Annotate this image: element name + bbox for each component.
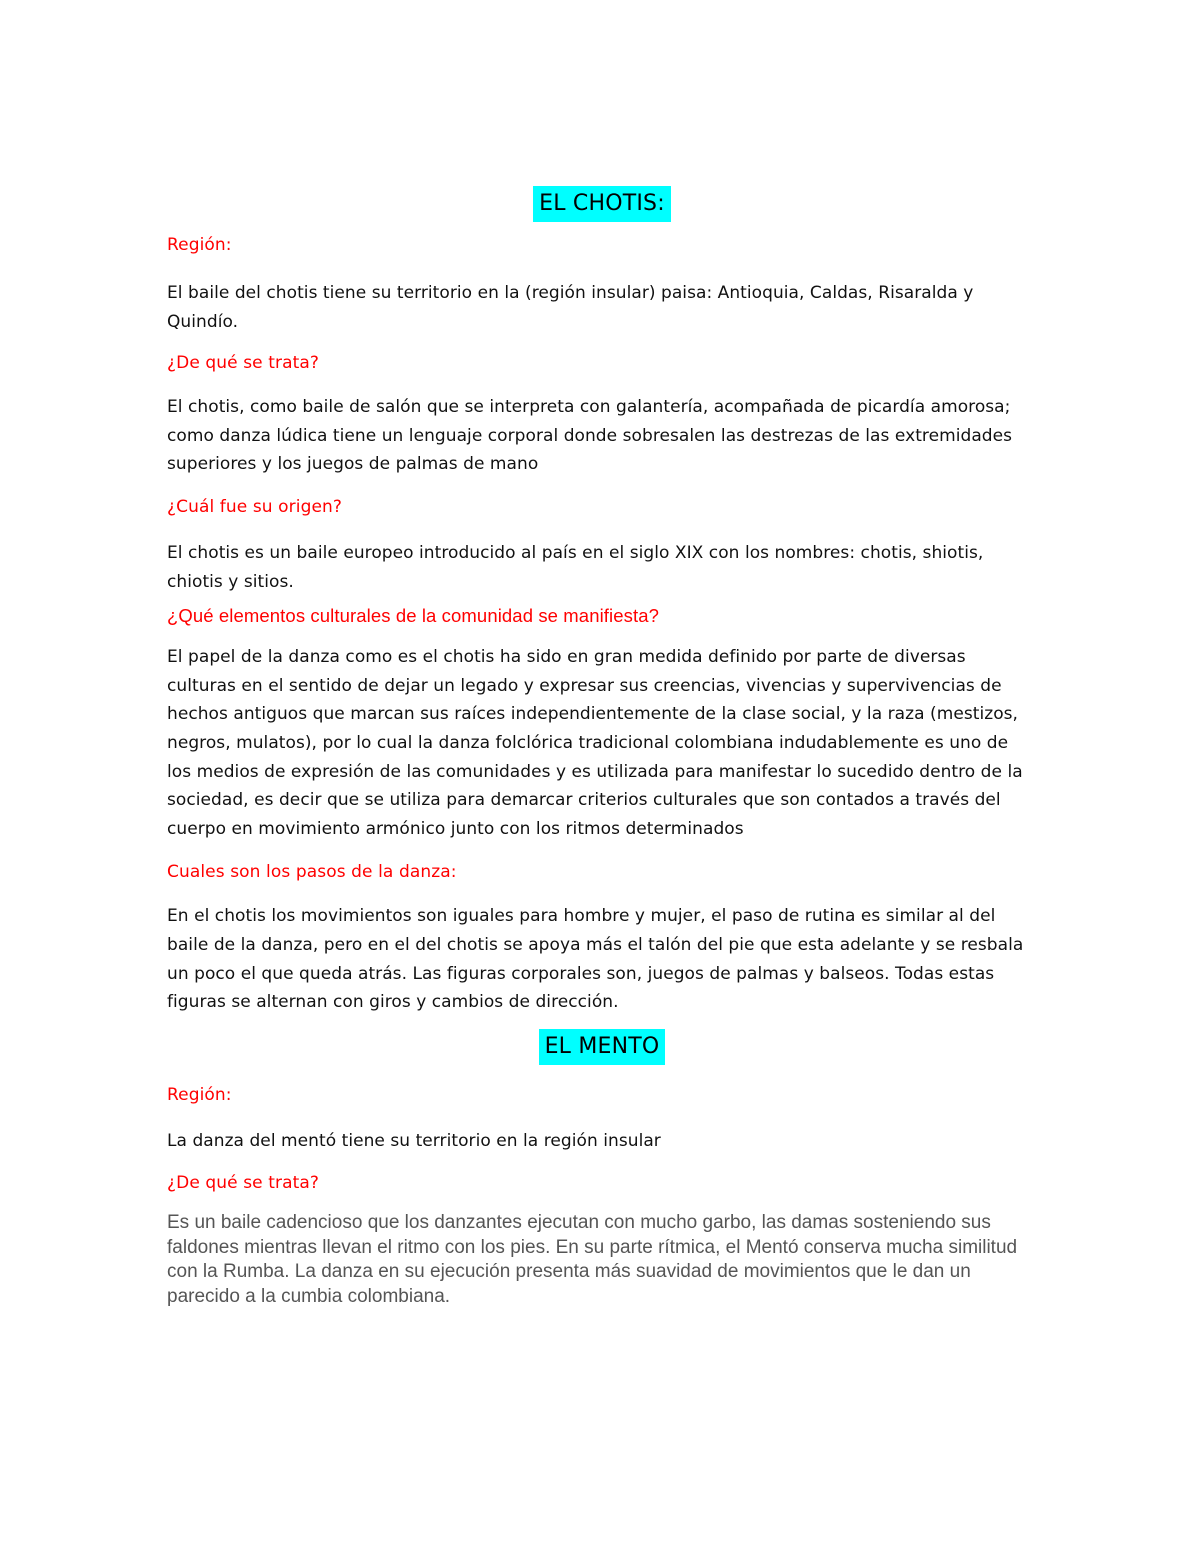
chotis-region-text: El baile del chotis tiene su territorio en la (región insular) paisa: Antioquia, Caldas, Risaralda y Quindío. (167, 283, 974, 332)
chotis-title: EL CHOTIS: (533, 186, 671, 222)
mento-what-heading: ¿De qué se trata? (167, 1173, 320, 1194)
chotis-what-heading: ¿De qué se trata? (167, 353, 320, 374)
mento-region-heading: Región: (167, 1084, 232, 1105)
chotis-steps-text: En el chotis los movimientos son iguales para hombre y mujer, el paso de rutina es similar al del baile de la danza, pero en el del chotis se apoya más el talón del pie que esta adelante y se resbala un poco el que queda atrás. Las figuras corporales son, juegos de palmas y balseos. Todas estas figuras se alternan con giros y cambios de dirección. (167, 906, 1024, 1013)
chotis-region-heading: Región: (167, 235, 232, 255)
chotis-what-text: El chotis, como baile de salón que se interpreta con galantería, acompañada de picardía amorosa; como danza lúdica tiene un lenguaje corporal donde sobresalen las destrezas de las extremidades superiores y los juegos de palmas de mano (167, 397, 1013, 475)
chotis-origin-heading: ¿Cuál fue su origen? (167, 496, 343, 517)
document-content (167, 186, 1037, 1309)
mento-what-text: Es un baile cadencioso que los danzantes ejecutan con mucho garbo, las damas sosteniendo sus faldones mientras llevan el ritmo con los pies. En su parte rítmica, el Mentó conserva mucha similitud con la Rumba. La danza en su ejecución presenta más suavidad de movimientos que le dan un parecido a la cumbia colombiana. (167, 1212, 1018, 1307)
mento-region-text: La danza del mentó tiene su territorio en la región insular (167, 1130, 661, 1151)
mento-title-wrap (167, 1029, 1037, 1065)
mento-title: EL MENTO (539, 1029, 666, 1065)
chotis-culture-heading: ¿Qué elementos culturales de la comunidad se manifiesta? (167, 605, 660, 627)
chotis-title-wrap (167, 186, 1037, 222)
chotis-steps-heading: Cuales son los pasos de la danza: (167, 862, 457, 883)
chotis-origin-text: El chotis es un baile europeo introducido al país en el siglo XIX con los nombres: chotis, shiotis, chiotis y sitios. (167, 542, 984, 592)
chotis-culture-text: El papel de la danza como es el chotis ha sido en gran medida definido por parte de diversas culturas en el sentido de dejar un legado y expresar sus creencias, vivencias y supervivencias de hechos antiguos que marcan sus raíces independientemente de la clase social, y la raza (mestizos, negros, mulatos), por lo cual la danza folclórica tradicional colombiana indudablemente es uno de los medios de expresión de las comunidades y es utilizada para manifestar lo sucedido dentro de la sociedad, es decir que se utiliza para demarcar criterios culturales que son contados a través del cuerpo en movimiento armónico junto con los ritmos determinados (167, 647, 1023, 839)
